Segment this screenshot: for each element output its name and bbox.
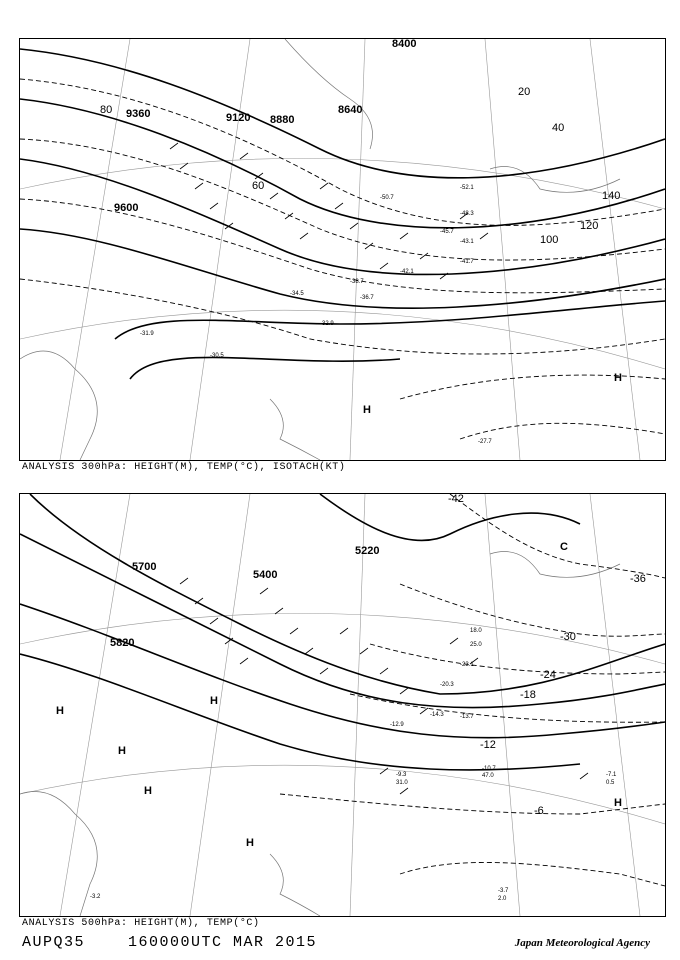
- station-obs: 31.0: [396, 780, 408, 786]
- station-obs: -23.1: [460, 662, 474, 668]
- isotach-label-60: 60: [252, 180, 265, 192]
- station-obs: -3.7: [498, 888, 509, 894]
- station-obs: -38.7: [350, 279, 364, 285]
- height-label-5400: 5400: [253, 569, 278, 581]
- station-obs: -14.3: [430, 712, 444, 718]
- station-obs: -7.1: [606, 772, 617, 778]
- high-center-label: H: [210, 695, 218, 707]
- station-obs: 18.0: [470, 628, 482, 634]
- height-label-8880: 8880: [270, 114, 295, 126]
- station-obs: -52.1: [460, 185, 474, 191]
- station-obs: -13.7: [460, 714, 474, 720]
- station-obs: 2.0: [498, 896, 507, 902]
- station-obs: -3.2: [90, 894, 101, 900]
- caption-300hpa: ANALYSIS 300hPa: HEIGHT(M), TEMP(°C), ISOTACH(KT): [22, 462, 346, 473]
- station-obs: -12.9: [390, 722, 404, 728]
- valid-time: 160000UTC MAR 2015: [128, 934, 318, 951]
- analysis-500hpa-map: [19, 493, 666, 917]
- height-label-5700: 5700: [132, 561, 157, 573]
- temp-label-minus42: -42: [448, 494, 464, 505]
- height-label-9600: 9600: [114, 202, 139, 214]
- high-center-label: H: [118, 745, 126, 757]
- height-label-9120: 9120: [226, 112, 251, 124]
- cold-center-label: C: [560, 541, 568, 553]
- station-obs: -27.7: [478, 439, 492, 445]
- station-obs: -9.3: [396, 772, 407, 778]
- station-obs: -34.5: [290, 291, 304, 297]
- temp-label-minus30: -30: [560, 631, 576, 643]
- coastlines-500hpa: [20, 552, 620, 917]
- high-center-label: H: [614, 797, 622, 809]
- temp-label-minus36: -36: [630, 573, 646, 585]
- station-obs: -20.3: [440, 682, 454, 688]
- isotach-label-40: 40: [552, 122, 565, 134]
- analysis-300hpa-map: [19, 38, 666, 461]
- graticule-500hpa: [20, 494, 665, 916]
- station-obs: -41.7: [460, 259, 474, 265]
- isotach-label-120: 120: [580, 220, 599, 232]
- high-center-label: H: [246, 837, 254, 849]
- high-center-label: H: [614, 372, 622, 384]
- temp-label-minus12: -12: [480, 739, 496, 751]
- station-obs: -31.9: [140, 331, 154, 337]
- isotherms-500hpa: [280, 494, 665, 886]
- station-obs: -10.7: [482, 766, 496, 772]
- height-label-8400: 8400: [392, 39, 417, 50]
- station-obs: 25.0: [470, 642, 482, 648]
- high-center-label: H: [144, 785, 152, 797]
- temp-label-minus18: -18: [520, 689, 536, 701]
- station-obs: -36.7: [360, 295, 374, 301]
- high-center-label: H: [363, 404, 371, 416]
- station-obs: -50.7: [380, 195, 394, 201]
- station-obs: -45.7: [440, 229, 454, 235]
- height-contours-300hpa: [20, 49, 665, 379]
- map-500hpa-svg: [20, 494, 665, 916]
- isotherm-isotach-300hpa: [20, 79, 665, 439]
- height-label-5820: 5820: [110, 637, 135, 649]
- coastlines-300hpa: [20, 39, 620, 460]
- caption-500hpa: ANALYSIS 500hPa: HEIGHT(M), TEMP(°C): [22, 918, 260, 929]
- map-300hpa-svg: [20, 39, 665, 460]
- product-code: AUPQ35: [22, 934, 86, 951]
- isotach-label-140: 140: [602, 190, 621, 202]
- height-label-9360: 9360: [126, 108, 151, 120]
- agency-credit: Japan Meteorological Agency: [514, 937, 650, 949]
- height-label-5220: 5220: [355, 545, 380, 557]
- station-obs: -30.5: [210, 353, 224, 359]
- isotach-label-80: 80: [100, 104, 113, 116]
- temp-label-minus24: -24: [540, 669, 556, 681]
- station-obs: -43.1: [460, 239, 474, 245]
- station-obs: 0.5: [606, 780, 615, 786]
- station-obs: -42.1: [400, 269, 414, 275]
- isotach-label-20: 20: [518, 86, 531, 98]
- height-label-8640: 8640: [338, 104, 363, 116]
- graticule-300hpa: [20, 39, 665, 460]
- station-obs: -32.9: [320, 321, 334, 327]
- temp-label-minus6: -6: [534, 805, 544, 817]
- high-center-label: H: [56, 705, 64, 717]
- isotach-label-100: 100: [540, 234, 559, 246]
- station-obs: 47.0: [482, 773, 494, 779]
- station-obs: -48.3: [460, 211, 474, 217]
